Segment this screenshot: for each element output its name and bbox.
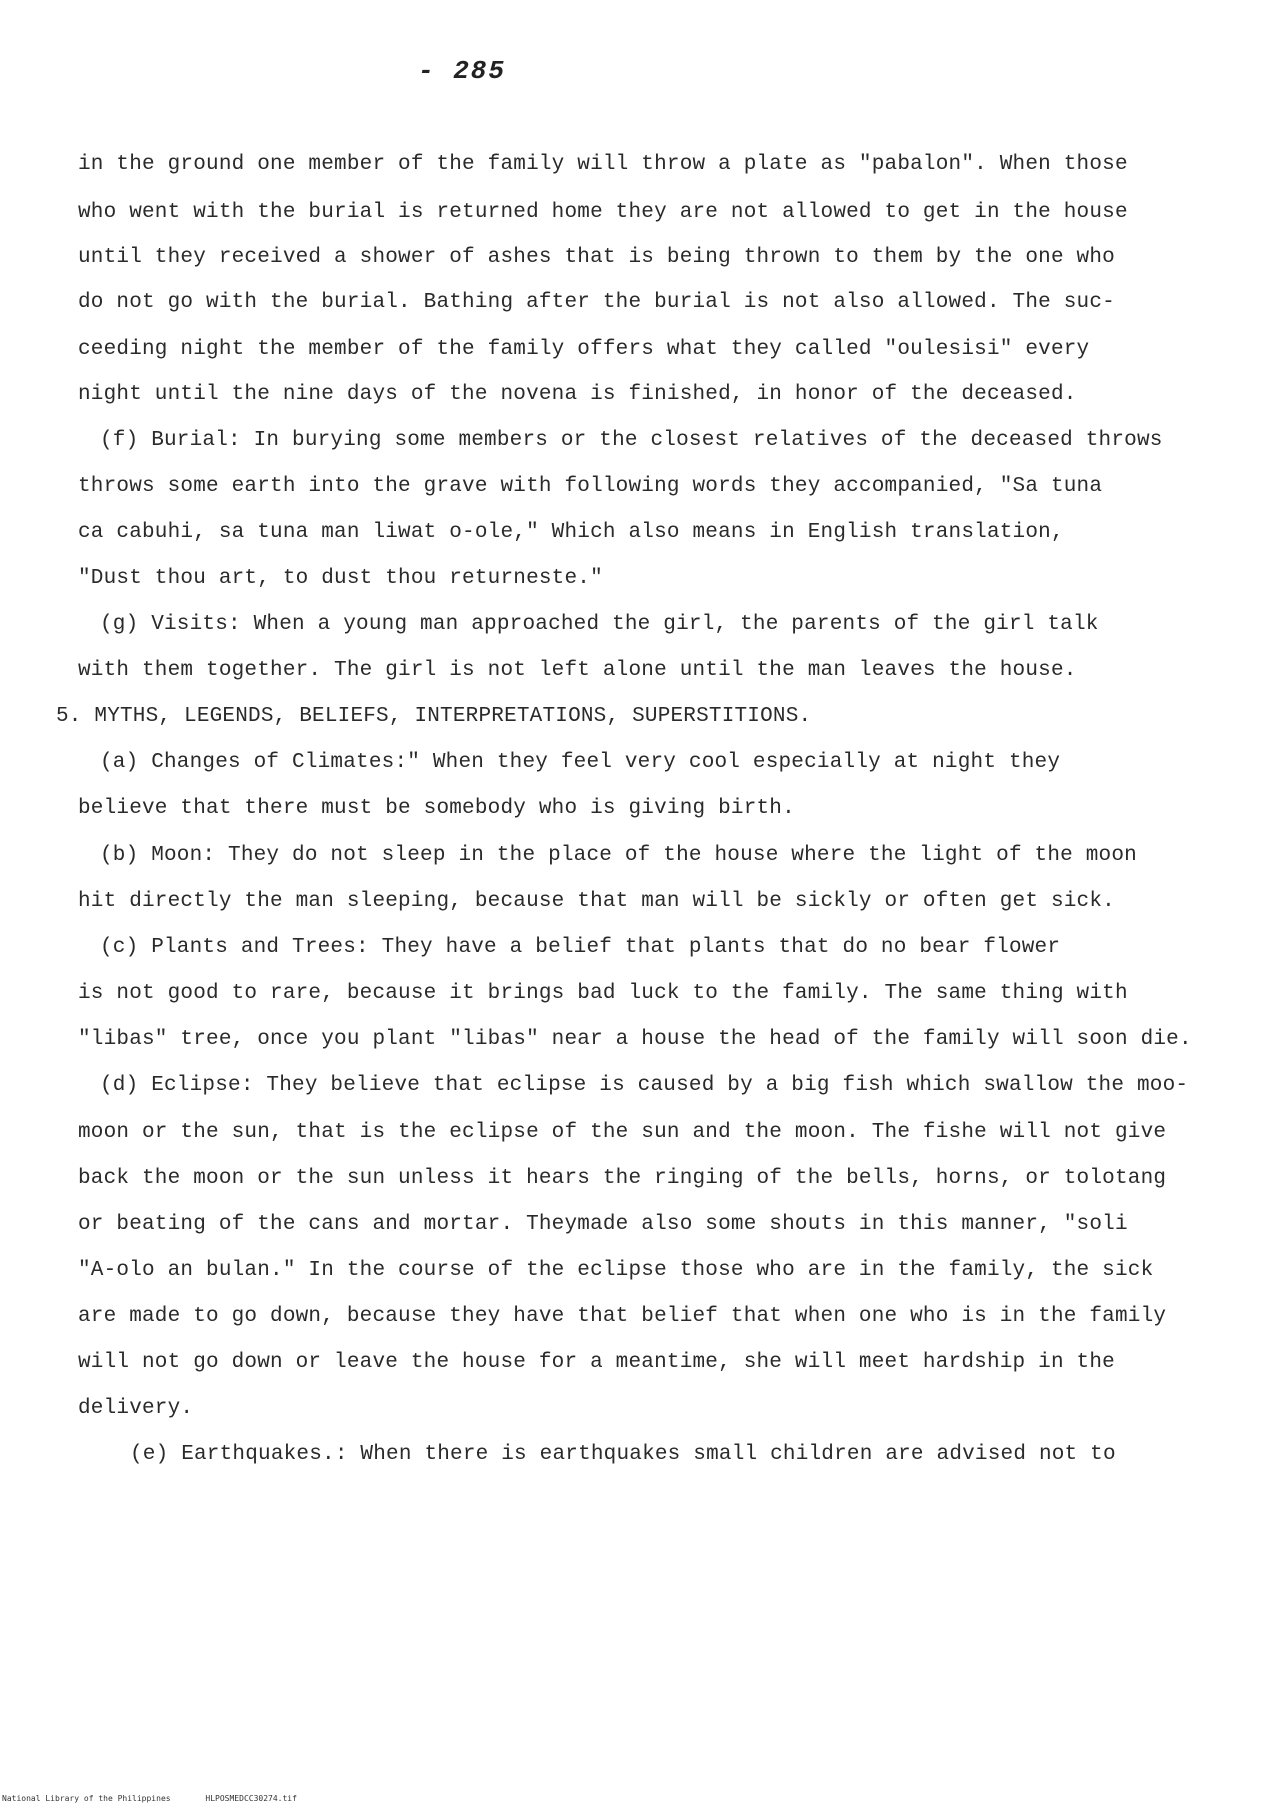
file-name: HLPOSMEDCC30274.tif <box>205 1794 297 1803</box>
text-line: back the moon or the sun unless it hears the ringing of the bells, horns, or tolotang <box>78 1167 1167 1190</box>
text-line: do not go with the burial. Bathing after the burial is not also allowed. The suc- <box>78 291 1115 314</box>
text-line: "A-olo an bulan." In the course of the eclipse those who are in the family, the sick <box>78 1259 1154 1282</box>
text-line: "Dust thou art, to dust thou returneste." <box>78 567 603 590</box>
text-line: ceeding night the member of the family offers what they called "oulesisi" every <box>78 338 1090 361</box>
library-name: National Library of the Philippines <box>2 1794 171 1803</box>
text-line: with them together. The girl is not left alone until the man leaves the house. <box>78 659 1077 682</box>
text-line: is not good to rare, because it brings bad luck to the family. The same thing with <box>78 982 1128 1005</box>
text-line: (b) Moon: They do not sleep in the place of the house where the light of the moon <box>100 844 1137 867</box>
text-line: in the ground one member of the family will throw a plate as "pabalon". When those <box>78 153 1128 176</box>
text-line: (f) Burial: In burying some members or the closest relatives of the deceased throws <box>100 429 1163 452</box>
text-line: ca cabuhi, sa tuna man liwat o-ole," Which also means in English translation, <box>78 521 1064 544</box>
text-line: (d) Eclipse: They believe that eclipse is caused by a big fish which swallow the moo- <box>100 1074 1189 1097</box>
scan-footer <box>2 1794 327 1803</box>
text-line: night until the nine days of the novena is finished, in honor of the deceased. <box>78 383 1077 406</box>
text-line: will not go down or leave the house for a meantime, she will meet hardship in the <box>78 1351 1115 1374</box>
text-line: or beating of the cans and mortar. Theymade also some shouts in this manner, "soli <box>78 1213 1128 1236</box>
text-line: "libas" tree, once you plant "libas" near a house the head of the family will soon die. <box>78 1028 1192 1051</box>
text-line: (e) Earthquakes.: When there is earthquakes small children are advised not to <box>130 1443 1116 1466</box>
text-line: throws some earth into the grave with following words they accompanied, "Sa tuna <box>78 475 1103 498</box>
text-line: delivery. <box>78 1397 194 1420</box>
section-heading: 5. MYTHS, LEGENDS, BELIEFS, INTERPRETATIONS, SUPERSTITIONS. <box>56 705 812 728</box>
text-line: (g) Visits: When a young man approached the girl, the parents of the girl talk <box>100 613 1099 636</box>
text-line: (c) Plants and Trees: They have a belief that plants that do no bear flower <box>100 936 1061 959</box>
text-line: moon or the sun, that is the eclipse of the sun and the moon. The fishe will not give <box>78 1121 1167 1144</box>
text-line: are made to go down, because they have that belief that when one who is in the family <box>78 1305 1167 1328</box>
text-line: (a) Changes of Climates:" When they feel very cool especially at night they <box>100 751 1061 774</box>
text-line: who went with the burial is returned home they are not allowed to get in the house <box>78 201 1128 224</box>
text-line: believe that there must be somebody who is giving birth. <box>78 797 795 820</box>
text-line: until they received a shower of ashes that is being thrown to them by the one who <box>78 246 1115 269</box>
text-line: hit directly the man sleeping, because that man will be sickly or often get sick. <box>78 890 1115 913</box>
page-number: - 285 <box>418 56 507 86</box>
